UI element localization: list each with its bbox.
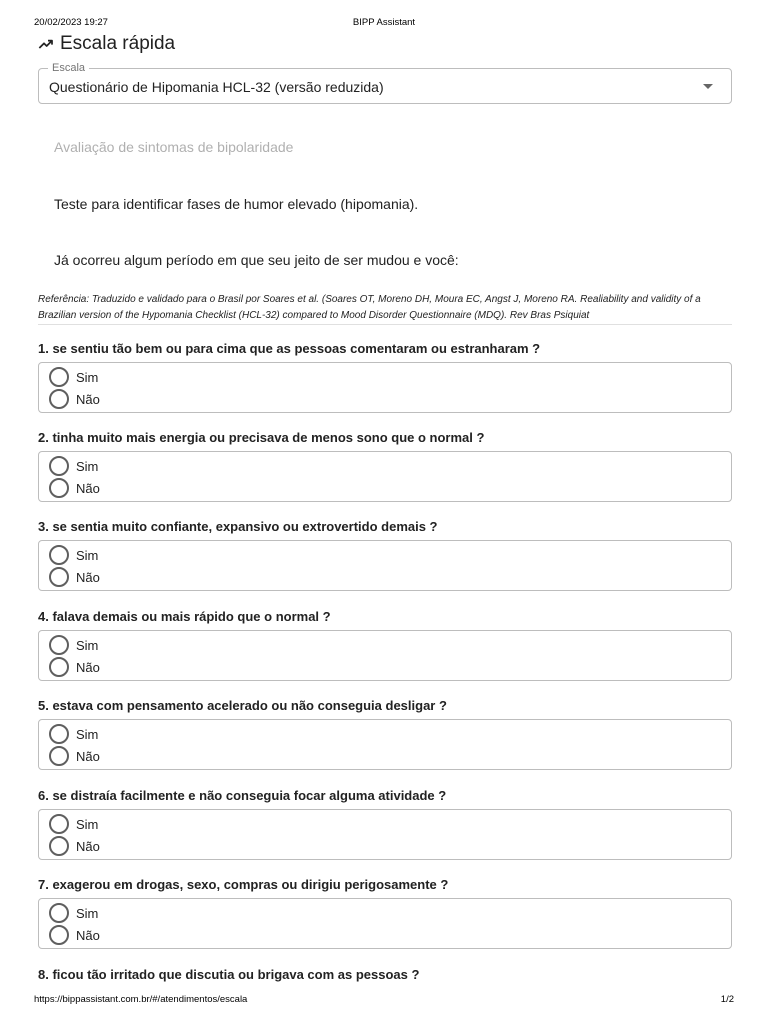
page-title: Escala rápida [60, 33, 176, 54]
option-sim[interactable] [49, 545, 98, 565]
option-label: Sim [76, 458, 99, 474]
reference-text: Referência: Traduzido e validado para o Brasil por Soares et al. (Soares OT, Moreno DH, Moura EC, Angst J, Moreno RA. Realiability and validity of a Brazilian version of the Hypomania Checklist (HCL-32) compared to Mood Disorder Questionnaire (MDQ). Rev Bras Psiquiat [38, 294, 701, 321]
print-date: 20/02/2023 19:27 [34, 17, 108, 28]
option-label: Sim [76, 547, 99, 563]
radio-button[interactable] [49, 657, 69, 677]
print-app-name: BIPP Assistant [352, 17, 416, 28]
question-3 [38, 519, 732, 591]
option-label: Sim [76, 637, 99, 653]
radio-button[interactable] [49, 814, 69, 834]
radio-button[interactable] [49, 545, 69, 565]
trending-up-icon [38, 36, 54, 52]
answer-options [38, 809, 732, 860]
radio-button[interactable] [49, 456, 69, 476]
option-sim[interactable] [49, 724, 98, 744]
print-page-number: 1/2 [720, 994, 734, 1005]
option-nao[interactable] [49, 478, 100, 498]
scale-select-label: Escala [48, 61, 89, 75]
chevron-down-icon[interactable] [703, 84, 713, 89]
divider [38, 324, 732, 325]
page-title-row [38, 32, 175, 56]
print-url: https://bippassistant.com.br/#/atendimentos/escala [34, 994, 248, 1005]
option-label: Não [76, 927, 100, 943]
option-nao[interactable] [49, 657, 100, 677]
answer-options [38, 362, 732, 413]
option-label: Não [76, 569, 100, 585]
option-label: Não [76, 480, 100, 496]
radio-button[interactable] [49, 903, 69, 923]
question-text: 7. exagerou em drogas, sexo, compras ou dirigiu perigosamente ? [38, 877, 449, 892]
scale-subtitle: Avaliação de sintomas de bipolaridade [54, 139, 294, 155]
option-label: Sim [76, 726, 99, 742]
answer-options [38, 540, 732, 591]
answer-options [38, 630, 732, 681]
option-sim[interactable] [49, 903, 98, 923]
option-sim[interactable] [49, 367, 98, 387]
option-sim[interactable] [49, 635, 98, 655]
question-text: 5. estava com pensamento acelerado ou não conseguia desligar ? [38, 698, 447, 713]
radio-button[interactable] [49, 367, 69, 387]
print-footer [34, 994, 734, 1006]
question-1 [38, 341, 732, 413]
radio-button[interactable] [49, 836, 69, 856]
radio-button[interactable] [49, 567, 69, 587]
option-label: Sim [76, 905, 99, 921]
question-4 [38, 609, 732, 681]
option-label: Sim [76, 369, 99, 385]
radio-button[interactable] [49, 389, 69, 409]
question-5 [38, 698, 732, 770]
option-nao[interactable] [49, 389, 100, 409]
scale-select-value: Questionário de Hipomania HCL-32 (versão reduzida) [49, 79, 384, 95]
radio-button[interactable] [49, 635, 69, 655]
question-text: 2. tinha muito mais energia ou precisava de menos sono que o normal ? [38, 430, 485, 445]
scale-select[interactable] [38, 62, 732, 104]
question-6 [38, 788, 732, 860]
answer-options [38, 451, 732, 502]
radio-button[interactable] [49, 724, 69, 744]
print-header [34, 17, 734, 29]
option-sim[interactable] [49, 814, 98, 834]
question-text: 6. se distraía facilmente e não conseguia focar alguma atividade ? [38, 788, 447, 803]
option-nao[interactable] [49, 567, 100, 587]
answer-options [38, 898, 732, 949]
option-nao[interactable] [49, 836, 100, 856]
question-2 [38, 430, 732, 502]
option-label: Não [76, 391, 100, 407]
option-label: Não [76, 748, 100, 764]
question-7 [38, 877, 732, 949]
scale-description: Teste para identificar fases de humor elevado (hipomania). [54, 196, 419, 212]
option-nao[interactable] [49, 746, 100, 766]
option-label: Não [76, 838, 100, 854]
question-text: 3. se sentia muito confiante, expansivo ou extrovertido demais ? [38, 519, 438, 534]
answer-options [38, 719, 732, 770]
question-8-text: 8. ficou tão irritado que discutia ou brigava com as pessoas ? [38, 967, 420, 982]
question-text: 4. falava demais ou mais rápido que o normal ? [38, 609, 331, 624]
radio-button[interactable] [49, 925, 69, 945]
option-label: Não [76, 659, 100, 675]
option-sim[interactable] [49, 456, 98, 476]
option-label: Sim [76, 816, 99, 832]
radio-button[interactable] [49, 478, 69, 498]
questionnaire-prompt: Já ocorreu algum período em que seu jeito de ser mudou e você: [54, 252, 459, 268]
question-text: 1. se sentiu tão bem ou para cima que as pessoas comentaram ou estranharam ? [38, 341, 541, 356]
radio-button[interactable] [49, 746, 69, 766]
option-nao[interactable] [49, 925, 100, 945]
